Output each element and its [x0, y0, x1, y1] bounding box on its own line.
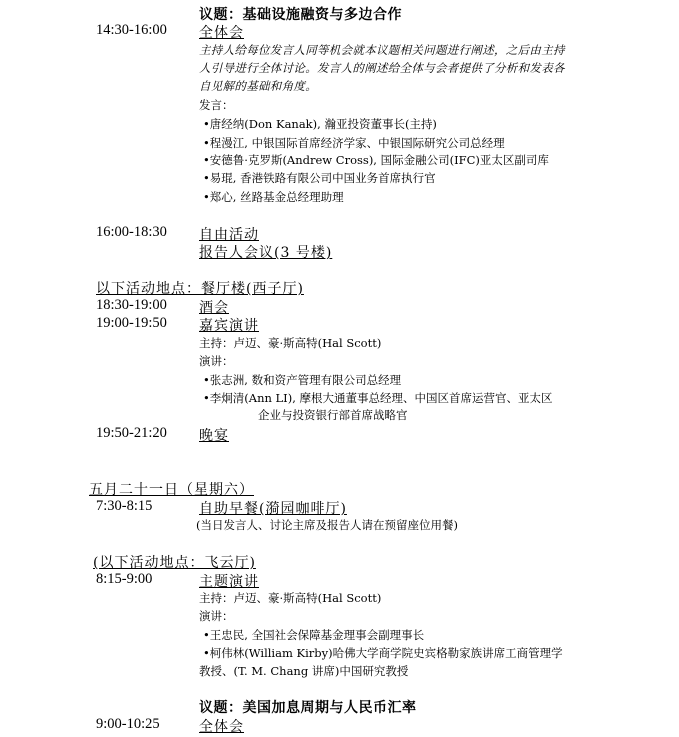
session1-title: 全体会 — [199, 25, 244, 41]
keynote-speaker-2: •柯伟林(William Kirby)哈佛大学商学院史宾格勒家族讲席工商管理学 — [203, 646, 563, 660]
guest-speech-speaker-2-cont: 企业与投资银行部首席战略官 — [258, 408, 408, 422]
session1-speaker-1: •唐经纳(Don Kanak), 瀚亚投资董事长(主持) — [203, 117, 437, 131]
session2-title: 自由活动 — [199, 227, 259, 243]
keynote-title: 主题演讲 — [199, 574, 259, 590]
session3-title: 全体会 — [199, 719, 244, 735]
guest-speech-speaker-1: •张志洲, 数和资产管理有限公司总经理 — [203, 373, 402, 387]
keynote-speaker-2-cont: 教授、(T. M. Chang 讲席)中国研究教授 — [199, 664, 409, 678]
breakfast-time: 7:30-8:15 — [96, 498, 153, 514]
keynote-time: 8:15-9:00 — [96, 571, 153, 587]
keynote-speakers-label: 演讲： — [199, 609, 234, 623]
session3-time: 9:00-10:25 — [96, 716, 160, 732]
session1-speaker-3: •安德鲁·克罗斯(Andrew Cross), 国际金融公司(IFC)亚太区副司库 — [203, 153, 549, 167]
breakfast-title: 自助早餐(漪园咖啡厅) — [199, 501, 347, 517]
location-heading-2: (以下活动地点：飞云厅) — [93, 555, 256, 571]
dinner-time: 19:50-21:20 — [96, 425, 167, 441]
session1-time: 14:30-16:00 — [96, 22, 167, 38]
keynote-host: 主持：卢迈、豪·斯高特(Hal Scott) — [199, 591, 382, 605]
guest-speech-time: 19:00-19:50 — [96, 315, 167, 331]
session1-description-line1: 主持人给每位发言人同等机会就本议题相关问题进行阐述，之后由主持 — [199, 43, 565, 57]
location-heading-1: 以下活动地点：餐厅楼(西子厅) — [96, 281, 304, 297]
guest-speech-speakers-label: 演讲： — [199, 354, 234, 368]
session1-topic: 议题：基础设施融资与多边合作 — [199, 7, 402, 23]
keynote-speaker-1: •王忠民, 全国社会保障基金理事会副理事长 — [203, 628, 425, 642]
session2-subtitle: 报告人会议(3 号楼) — [199, 245, 333, 261]
session3-topic: 议题：美国加息周期与人民币汇率 — [199, 700, 417, 716]
guest-speech-host: 主持：卢迈、豪·斯高特(Hal Scott) — [199, 336, 382, 350]
day-heading: 五月二十一日（星期六） — [89, 482, 254, 498]
session1-speakers-label: 发言： — [199, 98, 234, 112]
breakfast-note: (当日发言人、讨论主席及报告人请在预留座位用餐) — [196, 518, 458, 532]
guest-speech-title: 嘉宾演讲 — [199, 318, 259, 334]
session1-description — [199, 41, 639, 95]
session1-speaker-5: •郑心, 丝路基金总经理助理 — [203, 190, 344, 204]
reception-title: 酒会 — [199, 300, 229, 316]
session1-speaker-2: •程漫江, 中银国际首席经济学家、中银国际研究公司总经理 — [203, 136, 505, 150]
reception-time: 18:30-19:00 — [96, 297, 167, 313]
guest-speech-speaker-2: •李炯清(Ann LI), 摩根大通董事总经理、中国区首席运营官、亚太区 — [203, 391, 553, 405]
dinner-title: 晚宴 — [199, 428, 229, 444]
session1-description-line2: 人引导进行全体讨论。发言人的阐述给全体与会者提供了分析和发表各 — [199, 61, 565, 75]
session2-time: 16:00-18:30 — [96, 224, 167, 240]
session1-description-line3: 自见解的基础和角度。 — [199, 79, 317, 93]
session1-speaker-4: •易琨, 香港铁路有限公司中国业务首席执行官 — [203, 171, 436, 185]
